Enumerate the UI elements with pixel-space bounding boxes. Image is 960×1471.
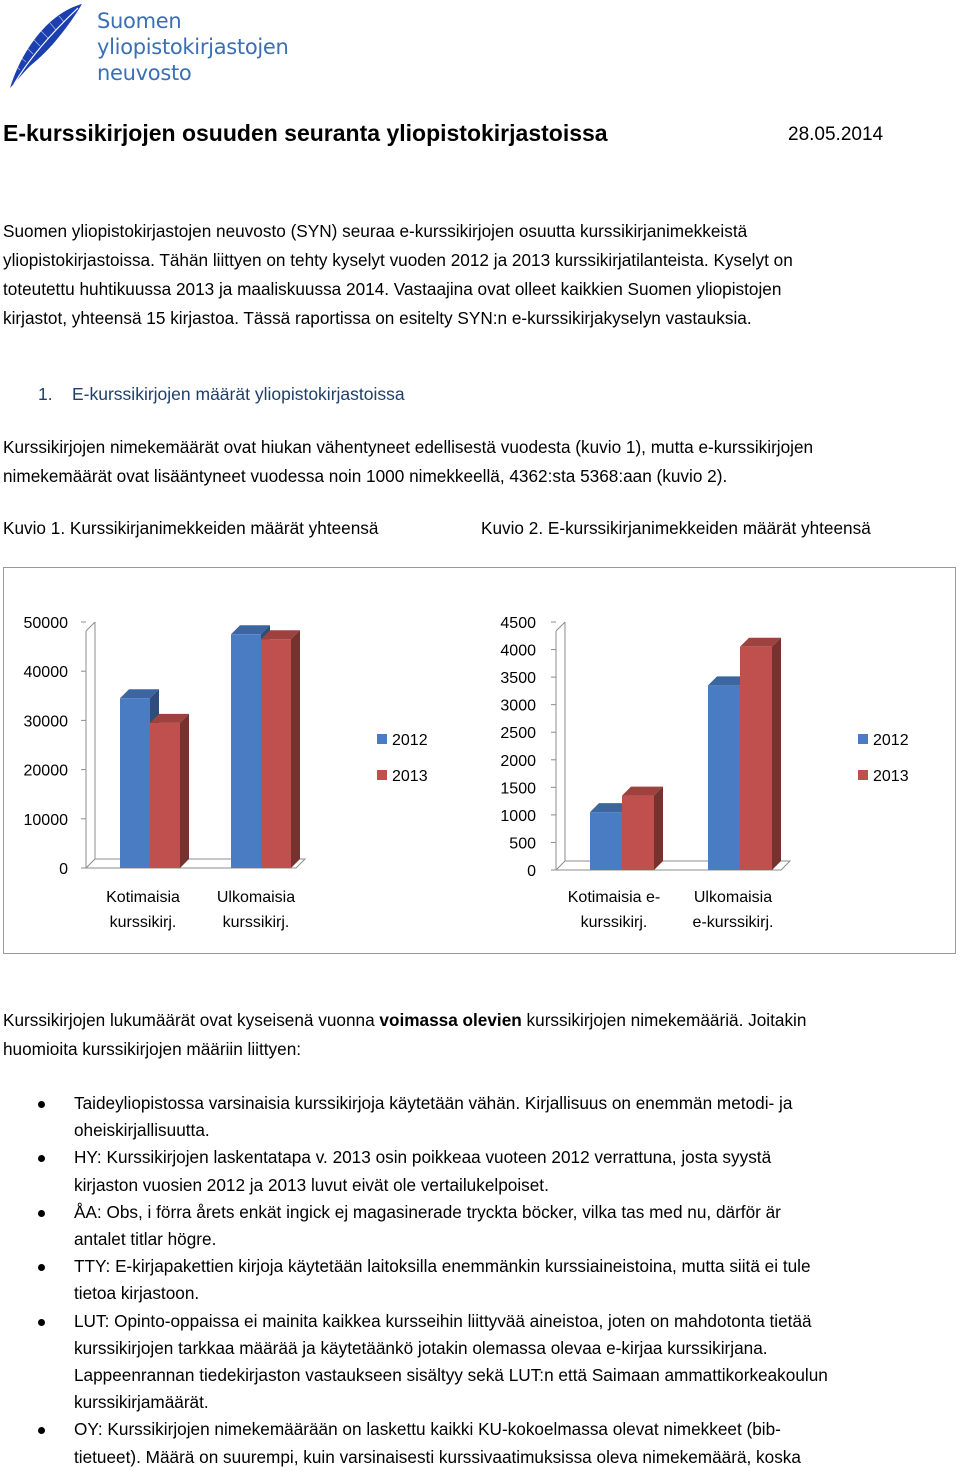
y-tick-label: 2500 [500, 725, 536, 743]
note-item [0, 1308, 960, 1417]
note-item [0, 1416, 960, 1470]
bullet-icon [38, 1319, 45, 1326]
intro-line: Suomen yliopistokirjastojen neuvosto (SYN) seuraa e-kurssikirjojen osuutta kurssikirjanimekkeistä [3, 221, 748, 241]
note-line: ÅA: Obs, i förra årets enkät ingick ej magasinerade tryckta böcker, vilka tas med nu, därför är [74, 1201, 781, 1222]
bar-2013-2 [261, 630, 300, 868]
paragraph-line: Kurssikirjojen nimekemäärät ovat hiukan vähentyneet edellisestä vuodesta (kuvio 1), mutta e-kurssikirjojen [3, 437, 814, 457]
notes-list [0, 1090, 960, 1471]
note-line: kurssikirjamäärät. [74, 1392, 209, 1413]
legend-swatch [858, 734, 868, 744]
note-line: oheiskirjallisuutta. [74, 1120, 210, 1141]
legend-swatch [377, 734, 387, 744]
y-tick-label: 2000 [500, 752, 536, 770]
y-tick-label: 3500 [500, 670, 536, 688]
y-tick-label: 50000 [23, 615, 68, 632]
after-chart-paragraph [3, 1006, 806, 1064]
bar-front [261, 639, 291, 868]
section-heading [38, 384, 405, 405]
paragraph-line: nimekemäärät ovat lisääntyneet vuodessa noin 1000 nimekkeellä, 4362:sta 5368:aan (kuvio 2). [3, 466, 728, 486]
intro-line: kirjastot, yhteensä 15 kirjastoa. Tässä raportissa on esitelty SYN:n e-kurssikirjakyselyn vastauksia. [3, 308, 752, 328]
quill-feather-icon [6, 4, 86, 90]
note-line: antalet titlar högre. [74, 1229, 217, 1250]
y-tick-label: 4500 [500, 615, 536, 632]
x-category-label: kurssikirj. [109, 914, 177, 931]
legend-label: 2012 [392, 732, 428, 749]
figure2-caption: Kuvio 2. E-kurssikirjanimekkeiden määrät yhteensä [481, 518, 871, 538]
y-tick-label: 4000 [500, 642, 536, 660]
x-category-label: e-kurssikirj. [692, 914, 774, 931]
chart-1 [24, 615, 428, 931]
bullet-icon [38, 1427, 45, 1434]
intro-paragraph [3, 217, 953, 333]
bar-2013-1 [150, 714, 189, 868]
charts-svg [0, 560, 960, 960]
legend-label: 2013 [873, 768, 909, 785]
legend-swatch [377, 770, 387, 780]
bold-run: voimassa olevien [379, 1010, 522, 1030]
bar-front [150, 723, 180, 868]
bar-side [180, 714, 189, 868]
y-tick-label: 30000 [23, 713, 68, 731]
section-number: 1. [38, 384, 53, 404]
y-tick-label: 0 [527, 863, 536, 880]
x-category-label: kurssikirj. [222, 914, 290, 931]
note-line: OY: Kurssikirjojen nimekemäärään on laskettu kaikki KU-kokoelmassa olevat nimekkeet (bib- [74, 1419, 781, 1440]
section-paragraph [3, 433, 813, 491]
note-line: HY: Kurssikirjojen laskentatapa v. 2013 osin poikkeaa vuoteen 2012 verrattuna, josta syystä [74, 1147, 772, 1168]
note-item [0, 1199, 960, 1253]
note-line: tietoa kirjastoon. [74, 1283, 200, 1304]
bar-2013-2 [740, 638, 781, 870]
bullet-icon [38, 1101, 45, 1108]
x-category-label: Ulkomaisia [216, 889, 296, 906]
wall-edge [86, 622, 95, 631]
legend-swatch [858, 770, 868, 780]
bar-front [231, 634, 261, 868]
intro-line: toteutettu huhtikuussa 2013 ja maaliskuussa 2014. Vastaajina ovat olleet kaikkien Suomen yliopistojen [3, 279, 782, 299]
legend-label: 2012 [873, 732, 909, 749]
bullet-icon [38, 1264, 45, 1271]
x-category-label: Kotimaisia e- [567, 889, 661, 906]
intro-line: yliopistokirjastoissa. Tähän liittyen on tehty kyselyt vuoden 2012 ja 2013 kurssikirjatilanteista. Kyselyt on [3, 250, 793, 270]
y-tick-label: 1000 [500, 807, 536, 825]
note-line: Taideyliopistossa varsinaisia kurssikirjoja käytetään vähän. Kirjallisuus on enemmän metodi- ja [74, 1093, 793, 1113]
note-line: LUT: Opinto-oppaissa ei mainita kaikkea kursseihin liittyvää aineistoa, joten on mahdotonta tietää [74, 1310, 812, 1331]
section-title: E-kurssikirjojen määrät yliopistokirjastoissa [72, 384, 405, 404]
y-tick-label: 10000 [23, 811, 68, 829]
bar-front [120, 698, 150, 868]
document-date: 28.05.2014 [788, 124, 884, 145]
note-line: kurssikirjojen tarkkaa määrää ja käytetäänkö jotakin olemassa olevaa e-kirjaa kurssikirjana. [74, 1337, 768, 1358]
y-tick-label: 500 [509, 835, 536, 853]
bullet-icon [38, 1210, 45, 1217]
note-item [0, 1253, 960, 1307]
wall-edge [556, 622, 565, 631]
document-title: E-kurssikirjojen osuuden seuranta yliopistokirjastoissa [3, 120, 608, 146]
x-category-label: Ulkomaisia [693, 889, 773, 906]
note-line: Lappeenrannan tiedekirjaston vastaukseen sisältyy sekä LUT:n että Saimaan ammattikorkeakoulun [74, 1365, 828, 1386]
bar-front [590, 812, 622, 870]
after-chart-line-2: huomioita kurssikirjojen määriin liittyen: [3, 1039, 302, 1059]
y-tick-label: 0 [59, 861, 68, 878]
note-line: TTY: E-kirjapakettien kirjoja käytetään laitoksilla enemmänkin kurssiaineistoina, mutta siitä ei tule [74, 1256, 811, 1277]
bar-side [291, 630, 300, 868]
figure1-caption: Kuvio 1. Kurssikirjanimekkeiden määrät yhteensä [3, 518, 379, 538]
x-category-label: kurssikirj. [580, 914, 648, 931]
text-run: kurssikirjojen nimekemääriä. Joitakin [521, 1010, 807, 1030]
after-chart-line-1 [3, 1006, 806, 1035]
y-tick-label: 40000 [23, 664, 68, 682]
bar-side [654, 787, 663, 870]
bar-2013-1 [622, 787, 663, 870]
bullet-icon [38, 1155, 45, 1162]
y-tick-label: 3000 [500, 697, 536, 715]
logo-line: neuvosto [97, 61, 192, 85]
y-tick-label: 1500 [500, 780, 536, 798]
logo-line: Suomen [97, 9, 182, 33]
note-item [0, 1144, 960, 1198]
bar-front [740, 647, 772, 870]
bar-front [708, 685, 740, 870]
chart-2 [500, 615, 908, 931]
y-tick-label: 20000 [23, 762, 68, 780]
bar-side [772, 638, 781, 870]
note-item [0, 1090, 960, 1144]
note-line: tietueet). Määrä on suurempi, kuin varsinaisesti kurssivaatimuksissa oleva nimekemäärä, koska [74, 1446, 801, 1467]
legend-label: 2013 [392, 768, 428, 785]
logo-line: yliopistokirjastojen [97, 35, 289, 59]
logo-text [97, 8, 289, 86]
bar-front [622, 796, 654, 870]
x-category-label: Kotimaisia [106, 889, 180, 906]
text-run: Kurssikirjojen lukumäärät ovat kyseisenä vuonna [3, 1010, 380, 1030]
note-line: kirjaston vuosien 2012 ja 2013 luvut eivät ole vertailukelpoiset. [74, 1174, 549, 1195]
